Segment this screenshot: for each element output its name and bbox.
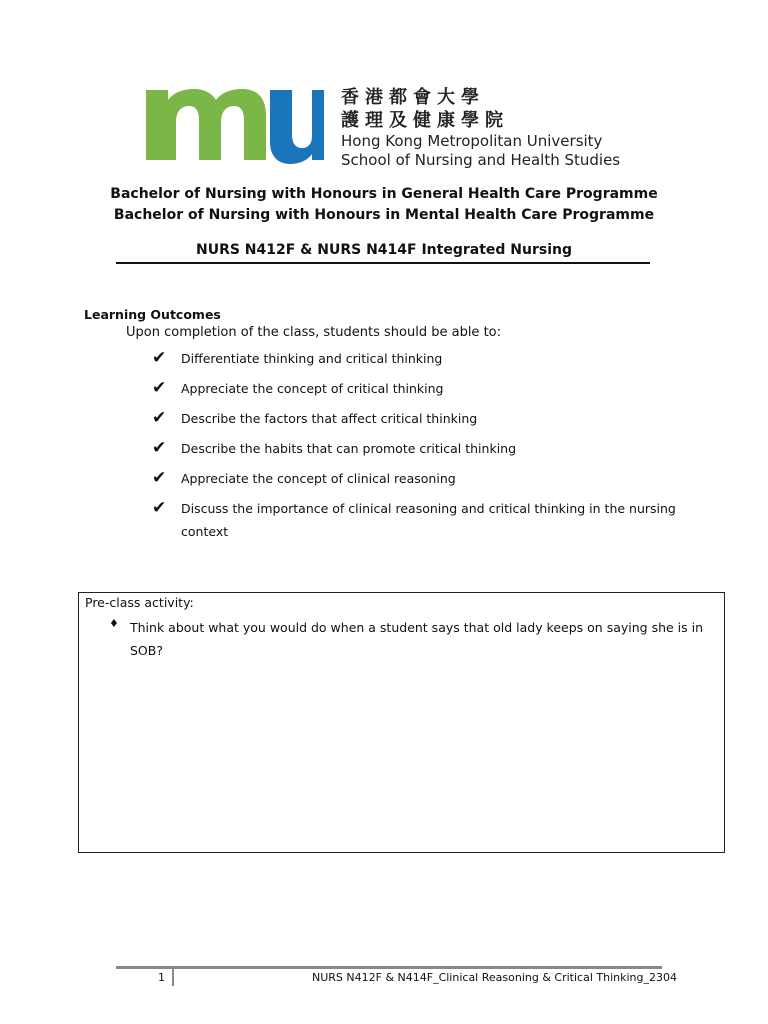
logo-u-shape — [270, 90, 324, 164]
learning-outcomes-heading: Learning Outcomes — [84, 307, 221, 322]
outcome-text: Appreciate the concept of clinical reasoning — [181, 471, 456, 486]
outcome-text: Describe the habits that can promote critical thinking — [181, 441, 517, 456]
logo-m-shape — [146, 89, 266, 160]
programme-line-2: Bachelor of Nursing with Honours in Mental Health Care Programme — [113, 207, 655, 223]
logo-name-en-1: Hong Kong Metropolitan University — [341, 132, 603, 150]
footer-rule — [116, 966, 662, 969]
course-title: NURS N412F & NURS N414F Integrated Nursing — [195, 242, 572, 258]
pre-class-title: Pre-class activity: — [85, 595, 194, 610]
footer-doc-title: NURS N412F & N414F_Clinical Reasoning & Critical Thinking_2304 — [312, 971, 677, 984]
outcome-text: Differentiate thinking and critical thinking — [181, 351, 443, 366]
check-icon: ✔ — [152, 408, 167, 428]
outcome-text: Appreciate the concept of critical thinking — [181, 381, 444, 396]
pre-class-activity-box — [78, 592, 725, 853]
check-icon: ✔ — [152, 468, 167, 488]
diamond-bullet-icon: ♦ — [109, 617, 119, 630]
logo-name-cn-2: 護理及健康學院 — [341, 110, 509, 131]
pre-class-question: Think about what you would do when a student says that old lady keeps on saying she is in SOB? — [130, 620, 704, 658]
logo-text-block — [341, 86, 620, 170]
check-icon: ✔ — [152, 348, 167, 368]
check-icon: ✔ — [152, 438, 167, 458]
title-underline — [116, 262, 650, 264]
page-number: 1 — [158, 971, 165, 984]
logo-name-cn-1: 香港都會大學 — [341, 87, 485, 108]
learning-outcomes-intro: Upon completion of the class, students should be able to: — [126, 325, 501, 340]
hkmu-logo-mark — [142, 86, 327, 166]
check-icon: ✔ — [152, 378, 167, 398]
logo-name-en-2: School of Nursing and Health Studies — [341, 151, 621, 169]
footer-separator — [172, 969, 174, 986]
check-icon: ✔ — [152, 498, 167, 518]
programme-line-1: Bachelor of Nursing with Honours in General Health Care Programme — [110, 186, 658, 202]
outcome-text: Describe the factors that affect critical thinking — [181, 411, 478, 426]
outcome-text: Discuss the importance of clinical reasoning and critical thinking in the nursing context — [181, 501, 676, 539]
